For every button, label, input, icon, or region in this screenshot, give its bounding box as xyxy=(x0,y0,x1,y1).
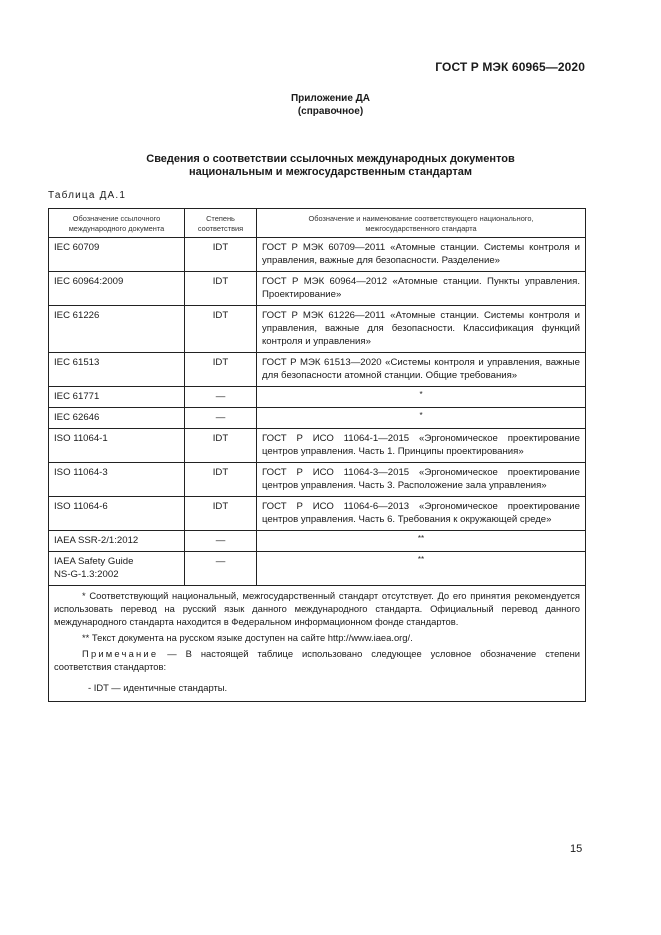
header-standard xyxy=(257,209,586,238)
cell-doc: ISO 11064-6 xyxy=(49,497,185,531)
footnote-double-asterisk: ** Текст документа на русском языке доступен на сайте http://www.iaea.org/. xyxy=(82,632,413,643)
cell-doc: IEC 60964:2009 xyxy=(49,272,185,306)
cell-degree: IDT xyxy=(185,463,257,497)
section-title xyxy=(0,153,661,179)
header-doc-line1: Обозначение ссылочного xyxy=(72,213,161,223)
table-row xyxy=(49,387,586,408)
cell-degree: IDT xyxy=(185,497,257,531)
cell-doc: IEC 61226 xyxy=(49,306,185,353)
header-doc-designation xyxy=(49,209,185,238)
cell-degree: IDT xyxy=(185,429,257,463)
idt-definition: - IDT — идентичные стандарты. xyxy=(88,682,228,693)
table-row xyxy=(49,497,586,531)
section-title-line1: Сведения о соответствии ссылочных международных документов xyxy=(146,153,515,165)
cell-degree: — xyxy=(185,552,257,586)
cell-degree: — xyxy=(185,387,257,408)
cell-doc: IEC 60709 xyxy=(49,238,185,272)
cell-degree: IDT xyxy=(185,238,257,272)
cell-standard: ГОСТ Р ИСО 11064-6—2013 «Эргономическое проектирование центров управления. Часть 6. Требования к окружающей среде» xyxy=(257,497,586,531)
cell-degree: — xyxy=(185,531,257,552)
page-number: 15 xyxy=(570,843,583,855)
header-standard-line1: Обозначение и наименование соответствующего национального, xyxy=(308,213,534,223)
header-degree xyxy=(185,209,257,238)
cell-standard: ГОСТ Р МЭК 61226—2011 «Атомные станции. Системы контроля и управления, важные для безопасности. Классификация функций контроля и управления» xyxy=(257,306,586,353)
cell-doc: ISO 11064-1 xyxy=(49,429,185,463)
cell-standard: ГОСТ Р ИСО 11064-1—2015 «Эргономическое проектирование центров управления. Часть 1. Принципы проектирования» xyxy=(257,429,586,463)
appendix-heading xyxy=(0,92,661,118)
cell-degree: IDT xyxy=(185,272,257,306)
note-text: — В настоящей таблице использовано следующее условное обозначение степени соответствия стандартов: xyxy=(54,648,580,672)
table-row xyxy=(49,552,586,586)
footnote-single-asterisk: * Соответствующий национальный, межгосударственный стандарт отсутствует. До его принятия рекомендуется использовать перевод на русский язык данного международного стандарта. Официальный перевод данного международного стандарта находится в Федеральном информационном фонде стандартов. xyxy=(54,590,580,627)
section-title-line2: национальным и межгосударственным стандартам xyxy=(189,166,472,178)
table-row xyxy=(49,306,586,353)
cell-standard: ГОСТ Р МЭК 60709—2011 «Атомные станции. Системы контроля и управления, важные для безопасности. Разделение» xyxy=(257,238,586,272)
table-header-row xyxy=(49,209,586,238)
header-standard-line2: межгосударственного стандарта xyxy=(365,223,477,233)
table-row xyxy=(49,238,586,272)
cell-standard: ГОСТ Р МЭК 61513—2020 «Системы контроля и управления, важные для безопасности атомной станции. Общие требования» xyxy=(257,353,586,387)
cell-standard: ** xyxy=(257,531,586,552)
table-footnotes xyxy=(49,586,586,702)
cell-standard: * xyxy=(257,408,586,429)
table-row xyxy=(49,272,586,306)
table-footnotes-row xyxy=(49,586,586,702)
cell-doc-line2: NS-G-1.3:2002 xyxy=(54,569,119,580)
table-row xyxy=(49,531,586,552)
table-row xyxy=(49,408,586,429)
note-label: Примечание xyxy=(82,648,159,659)
appendix-title: Приложение ДА xyxy=(290,93,371,104)
table-row xyxy=(49,429,586,463)
correspondence-table xyxy=(48,208,586,702)
cell-standard: ** xyxy=(257,552,586,586)
cell-doc: IEC 62646 xyxy=(49,408,185,429)
cell-doc xyxy=(49,552,185,586)
cell-degree: — xyxy=(185,408,257,429)
table-row xyxy=(49,353,586,387)
header-degree-line1: Степень xyxy=(206,213,235,223)
cell-doc: IEC 61771 xyxy=(49,387,185,408)
table-note xyxy=(54,647,580,673)
cell-doc: IAEA SSR-2/1:2012 xyxy=(49,531,185,552)
header-doc-line2: международного документа xyxy=(68,223,165,233)
cell-standard: ГОСТ Р МЭК 60964—2012 «Атомные станции. Пункты управления. Проектирование» xyxy=(257,272,586,306)
document-code: ГОСТ Р МЭК 60965—2020 xyxy=(435,60,585,74)
cell-standard: * xyxy=(257,387,586,408)
appendix-subtitle: (справочное) xyxy=(297,106,364,117)
cell-doc: IEC 61513 xyxy=(49,353,185,387)
cell-doc-line1: IAEA Safety Guide xyxy=(54,556,134,567)
cell-standard: ГОСТ Р ИСО 11064-3—2015 «Эргономическое проектирование центров управления. Часть 3. Расположение зала управления» xyxy=(257,463,586,497)
table-row xyxy=(49,463,586,497)
cell-degree: IDT xyxy=(185,306,257,353)
header-degree-line2: соответствия xyxy=(197,223,244,233)
cell-doc: ISO 11064-3 xyxy=(49,463,185,497)
cell-degree: IDT xyxy=(185,353,257,387)
table-label: Таблица ДА.1 xyxy=(48,190,127,201)
